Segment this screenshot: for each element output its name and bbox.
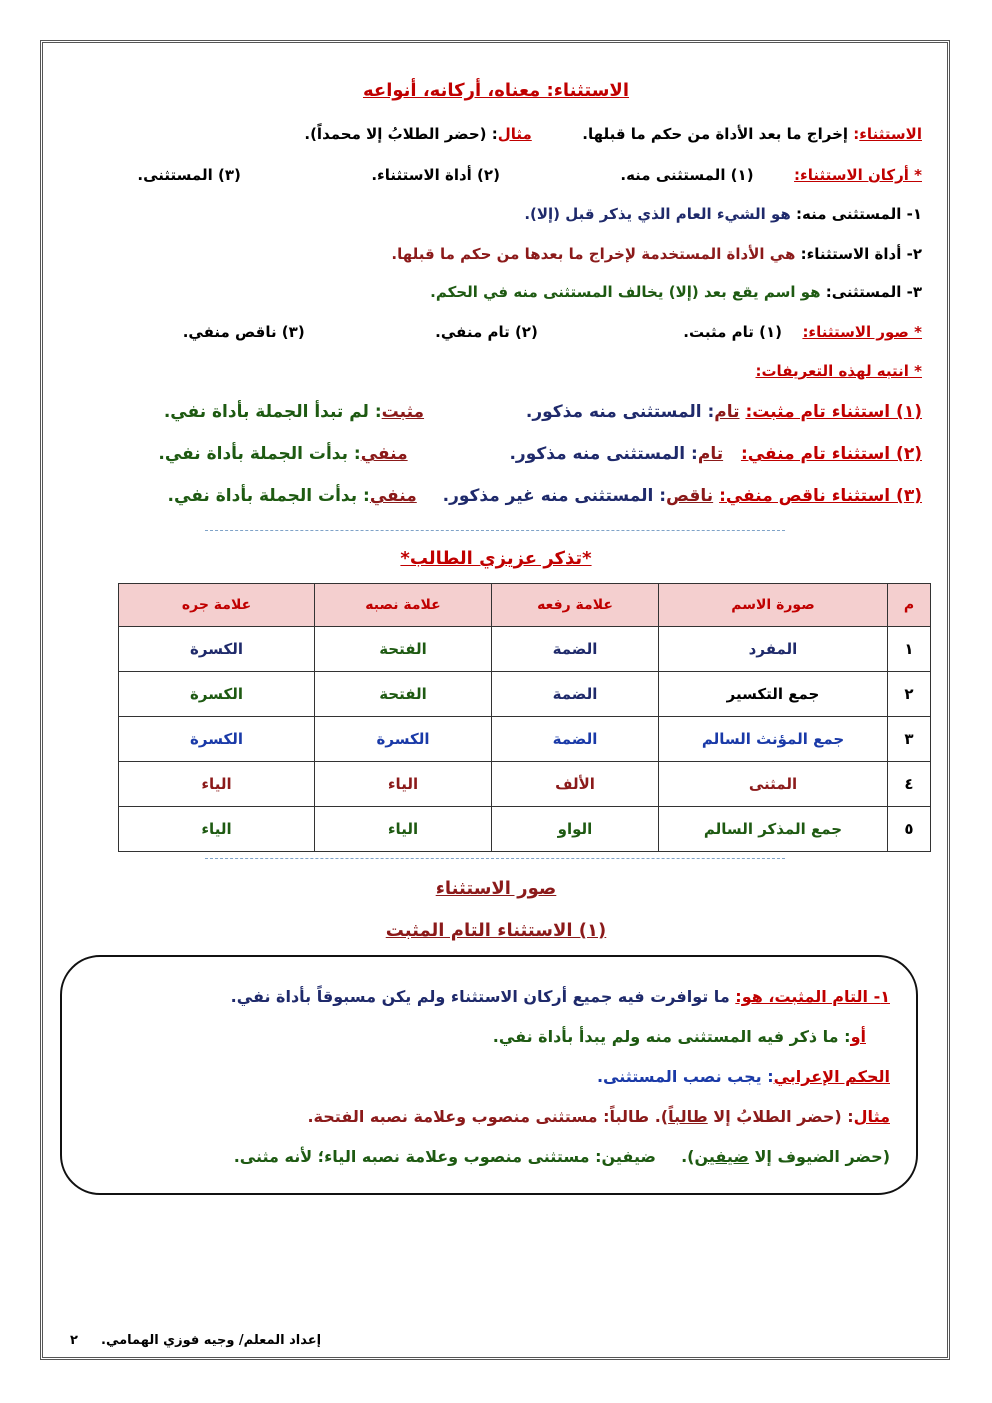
box-example-2: (حضر الضيوف إلا ضيفين). ضيفين: مستثنى منصوب وعلامة نصبه الياء؛ لأنه مثنى. <box>233 1147 890 1166</box>
example-text: : (حضر الطلابُ إلا محمداً). <box>304 125 498 143</box>
table-row: ٥ جمع المذكر السالم الواو الياء الياء <box>119 807 931 852</box>
complete-affirmative-box <box>60 955 918 1195</box>
noun-forms-table <box>118 583 931 852</box>
header-cell: علامة نصبه <box>315 584 492 627</box>
table-header-row <box>119 584 931 627</box>
pillars-label: * أركان الاستثناء: <box>794 166 922 184</box>
table-row: ٤ المثنى الألف الياء الياء <box>119 762 931 807</box>
example-label: مثال <box>497 125 532 143</box>
table-row: ٢ جمع التكسير الضمة الفتحة الكسرة <box>119 672 931 717</box>
box-example-1: مثال: (حضر الطلابُ إلا طالباً). طالباً: مستثنى منصوب وعلامة نصبه الفتحة. <box>307 1107 890 1126</box>
pillars-line <box>137 166 922 184</box>
page-number: ٢ <box>70 1333 78 1348</box>
page-title: الاستثناء: معناه، أركانه، أنواعه <box>362 80 630 101</box>
pillar-item: (٢) أداة الاستثناء. <box>371 166 500 184</box>
definition-label: الاستثناء <box>859 125 922 143</box>
definition-text: إخراج ما بعد الأداة من حكم ما قبلها. <box>582 125 849 143</box>
form-item: (١) تام مثبت. <box>683 323 782 341</box>
footer-author: إعداد المعلم/ وجيه فوزي الهمامي. <box>101 1333 322 1348</box>
pillar-item: (٣) المستثنى. <box>137 166 241 184</box>
definition-row: (٣) استثناء ناقص منفي: ناقص: المستثنى منه غير مذكور. منفي: بدأت الجملة بأداة نفي. <box>167 486 922 506</box>
reminder-title: *تذكر عزيزي الطالب* <box>400 548 592 569</box>
header-cell: علامة جره <box>119 584 315 627</box>
box-alternative: أو: ما ذكر فيه المستثنى منه ولم يبدأ بأداة نفي. <box>492 1027 866 1046</box>
divider <box>205 530 785 531</box>
note-label: * انتبه لهذه التعريفات: <box>755 362 922 380</box>
definition-line: الاستثناء: إخراج ما بعد الأداة من حكم ما قبلها. مثال: (حضر الطلابُ إلا محمداً). <box>304 125 922 143</box>
table-row: ٣ جمع المؤنث السالم الضمة الكسرة الكسرة <box>119 717 931 762</box>
section-title: صور الاستثناء <box>435 878 557 899</box>
pillar-def-3: ٣- المستثنى: هو اسم يقع بعد (إلا) يخالف المستثنى منه في الحكم. <box>430 283 922 301</box>
form-item: (٢) تام منفي. <box>435 323 538 341</box>
header-cell: م <box>888 584 931 627</box>
header-cell: علامة رفعه <box>492 584 659 627</box>
subsection-title: (١) الاستثناء التام المثبت <box>385 920 607 941</box>
divider <box>205 858 785 859</box>
header-cell: صورة الاسم <box>659 584 888 627</box>
footer <box>70 1333 321 1348</box>
table-row: ١ المفرد الضمة الفتحة الكسرة <box>119 627 931 672</box>
box-ruling: الحكم الإعرابي: يجب نصب المستثنى. <box>596 1067 890 1086</box>
pillar-item: (١) المستثنى منه. <box>620 166 754 184</box>
definition-row: (٢) استثناء تام منفي: تام: المستثنى منه مذكور. منفي: بدأت الجملة بأداة نفي. <box>158 444 922 464</box>
forms-label: * صور الاستثناء: <box>802 323 922 341</box>
form-item: (٣) ناقص منفي. <box>182 323 305 341</box>
pillar-def-1: ١- المستثنى منه: هو الشيء العام الذي يذكر قبل (إلا). <box>524 205 922 223</box>
pillar-def-2: ٢- أداة الاستثناء: هي الأداة المستخدمة لإخراج ما بعدها من حكم ما قبلها. <box>391 245 922 263</box>
definition-row: (١) استثناء تام مثبت: تام: المستثنى منه مذكور. مثبت: لم تبدأ الجملة بأداة نفي. <box>163 402 922 422</box>
forms-line <box>183 323 922 341</box>
box-definition: ١- التام المثبت، هو: ما توافرت فيه جميع أركان الاستثناء ولم يكن مسبوقاً بأداة نفي. <box>230 987 890 1006</box>
